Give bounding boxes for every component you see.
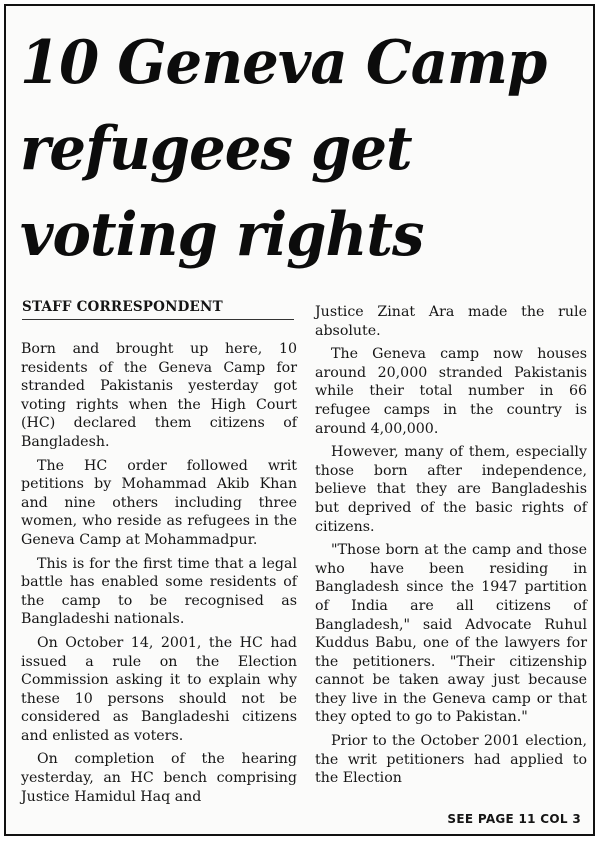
paragraph: On completion of the hearing yesterday, an HC bench comprising Justice Hamidul Haq and: [21, 751, 297, 805]
paragraph: Born and brought up here, 10 residents of the Geneva Camp for stranded Pakistanis yesterday got voting rights when the High Court (HC) declared them citizens of Bangladesh.: [21, 341, 297, 450]
headline-line-2: refugees get: [20, 114, 412, 184]
paragraph: However, many of them, especially those born after independence, believe that they are Bangladeshis but deprived of the basic rights of citizens.: [315, 444, 587, 535]
continuation-note: SEE PAGE 11 COL 3: [447, 812, 581, 826]
paragraph: The HC order followed writ petitions by Mohammad Akib Khan and nine others including three women, who reside as refugees in the Geneva Camp at Mohammadpur.: [21, 457, 297, 548]
byline: STAFF CORRESPONDENT: [22, 299, 294, 320]
paragraph: "Those born at the camp and those who have been residing in Bangladesh since the 1947 partition of India are all citizens of Bangladesh," said Advocate Ruhul Kuddus Babu, one of the lawyers for the petitioners. "Their citizenship cannot be taken away just because they live in the Geneva camp or that they opted to go to Pakistan.": [315, 542, 587, 726]
headline: [20, 20, 567, 278]
paragraph: Justice Zinat Ara made the rule absolute.: [315, 304, 587, 339]
headline-line-3: voting rights: [20, 200, 424, 270]
article-column-2: [315, 303, 587, 793]
paragraph: Prior to the October 2001 election, the writ petitioners had applied to the Election: [315, 733, 587, 787]
paragraph: The Geneva camp now houses around 20,000 stranded Pakistanis while their total number in 66 refugee camps in the country is around 4,00,000.: [315, 346, 587, 437]
paragraph: On October 14, 2001, the HC had issued a rule on the Election Commission asking it to explain why these 10 persons should not be considered as Bangladeshi citizens and enlisted as voters.: [21, 634, 297, 744]
paragraph: This is for the first time that a legal battle has enabled some residents of the camp to be recognised as Bangladeshi nationals.: [21, 555, 297, 628]
article-column-1: [21, 340, 297, 811]
headline-line-1: 10 Geneva Camp: [20, 28, 547, 98]
newspaper-clipping: [4, 4, 595, 836]
